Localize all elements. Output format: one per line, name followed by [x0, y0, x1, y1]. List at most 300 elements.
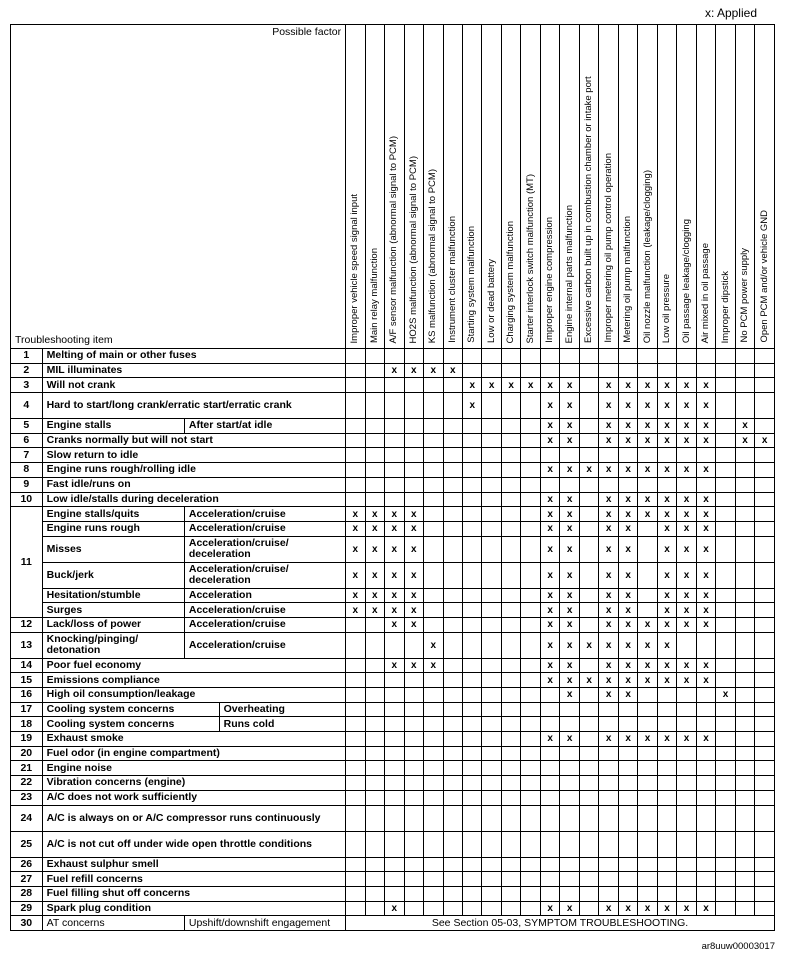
- applied-cell: [696, 688, 715, 703]
- applied-cell: [482, 433, 501, 448]
- row-item: High oil consumption/leakage: [42, 688, 345, 703]
- applied-cell: [385, 632, 404, 658]
- applied-cell: [755, 717, 775, 732]
- applied-cell: [716, 901, 735, 916]
- applied-cell: [579, 433, 598, 448]
- applied-cell: x: [560, 673, 579, 688]
- applied-cell: [443, 603, 462, 618]
- applied-cell: [599, 872, 618, 887]
- applied-cell: x: [540, 673, 559, 688]
- factor-header: [638, 25, 657, 349]
- applied-cell: [501, 632, 520, 658]
- table-row: [11, 419, 775, 434]
- applied-cell: [404, 790, 423, 805]
- applied-cell: [716, 463, 735, 478]
- applied-cell: [755, 448, 775, 463]
- row-condition: Overheating: [219, 702, 345, 717]
- applied-cell: x: [385, 521, 404, 536]
- applied-cell: [755, 732, 775, 747]
- applied-cell: x: [462, 393, 481, 419]
- row-number: 13: [11, 632, 43, 658]
- applied-cell: [677, 477, 696, 492]
- factor-header-label: Starter interlock switch malfunction (MT): [524, 173, 536, 343]
- applied-cell: x: [385, 901, 404, 916]
- applied-cell: [443, 448, 462, 463]
- applied-cell: x: [638, 378, 657, 393]
- applied-cell: [735, 632, 754, 658]
- applied-cell: [521, 536, 540, 562]
- applied-cell: [462, 349, 481, 364]
- applied-cell: x: [404, 588, 423, 603]
- row-item: Engine noise: [42, 761, 345, 776]
- applied-cell: [560, 349, 579, 364]
- applied-cell: [482, 872, 501, 887]
- applied-cell: [677, 790, 696, 805]
- applied-cell: [501, 603, 520, 618]
- row-number: 8: [11, 463, 43, 478]
- applied-cell: x: [599, 632, 618, 658]
- applied-cell: [346, 872, 365, 887]
- row-number: 2: [11, 363, 43, 378]
- applied-cell: x: [696, 433, 715, 448]
- row-number: 17: [11, 702, 43, 717]
- applied-cell: [677, 776, 696, 791]
- applied-cell: x: [638, 433, 657, 448]
- applied-cell: [365, 463, 384, 478]
- applied-cell: [735, 732, 754, 747]
- applied-cell: [716, 349, 735, 364]
- applied-cell: [716, 378, 735, 393]
- applied-cell: x: [657, 901, 676, 916]
- applied-cell: [424, 857, 443, 872]
- factor-header-label: Improper dipstick: [719, 270, 731, 343]
- applied-cell: [365, 419, 384, 434]
- applied-cell: [560, 805, 579, 831]
- applied-cell: x: [677, 658, 696, 673]
- table-row: [11, 857, 775, 872]
- applied-cell: [735, 776, 754, 791]
- applied-cell: [404, 393, 423, 419]
- applied-cell: [365, 492, 384, 507]
- row-item: Melting of main or other fuses: [42, 349, 345, 364]
- applied-cell: [501, 831, 520, 857]
- row-item: Cooling system concerns: [42, 702, 219, 717]
- applied-cell: x: [599, 507, 618, 522]
- applied-cell: [677, 448, 696, 463]
- applied-cell: [560, 886, 579, 901]
- applied-cell: [677, 363, 696, 378]
- applied-cell: [521, 746, 540, 761]
- factor-header: [599, 25, 618, 349]
- row-condition: Acceleration/cruise: [184, 521, 345, 536]
- applied-cell: [735, 477, 754, 492]
- applied-cell: [346, 433, 365, 448]
- row-condition: Acceleration/cruise/ deceleration: [184, 536, 345, 562]
- applied-cell: [424, 776, 443, 791]
- factor-header: [404, 25, 423, 349]
- applied-cell: [482, 717, 501, 732]
- applied-cell: [716, 776, 735, 791]
- row-item: Fuel odor (in engine compartment): [42, 746, 345, 761]
- applied-cell: [638, 702, 657, 717]
- applied-cell: [657, 349, 676, 364]
- applied-cell: x: [540, 521, 559, 536]
- applied-cell: [424, 562, 443, 588]
- applied-cell: [501, 492, 520, 507]
- applied-cell: [462, 673, 481, 688]
- factor-header-label: No PCM power supply: [739, 248, 750, 343]
- applied-cell: [462, 632, 481, 658]
- applied-cell: [696, 761, 715, 776]
- applied-cell: [755, 521, 775, 536]
- applied-cell: [657, 448, 676, 463]
- applied-cell: [599, 746, 618, 761]
- figure-id: ar8uuw00003017: [701, 941, 775, 952]
- table-row: [11, 831, 775, 857]
- applied-cell: [385, 492, 404, 507]
- applied-cell: [560, 746, 579, 761]
- factor-header-label: Improper vehicle speed signal input: [349, 193, 361, 343]
- table-row: [11, 886, 775, 901]
- applied-cell: x: [638, 419, 657, 434]
- applied-cell: [696, 831, 715, 857]
- applied-cell: x: [657, 617, 676, 632]
- applied-cell: [385, 463, 404, 478]
- applied-cell: [385, 393, 404, 419]
- applied-cell: [346, 776, 365, 791]
- applied-cell: [424, 378, 443, 393]
- row-number: 23: [11, 790, 43, 805]
- applied-cell: [735, 790, 754, 805]
- applied-cell: [521, 732, 540, 747]
- table-row: [11, 349, 775, 364]
- applied-cell: [346, 688, 365, 703]
- applied-cell: [404, 433, 423, 448]
- applied-cell: x: [657, 507, 676, 522]
- applied-cell: [677, 746, 696, 761]
- applied-cell: [540, 448, 559, 463]
- row-number: 22: [11, 776, 43, 791]
- applied-cell: x: [365, 521, 384, 536]
- applied-cell: [501, 536, 520, 562]
- applied-cell: [560, 872, 579, 887]
- factor-header-label: Open PCM and/or vehicle GND: [758, 210, 770, 343]
- applied-cell: [462, 507, 481, 522]
- applied-cell: [443, 901, 462, 916]
- applied-cell: [638, 717, 657, 732]
- applied-cell: [755, 492, 775, 507]
- applied-cell: [618, 831, 637, 857]
- row-number: 16: [11, 688, 43, 703]
- row-item: Exhaust smoke: [42, 732, 345, 747]
- applied-cell: [755, 632, 775, 658]
- applied-cell: [696, 776, 715, 791]
- factor-header-label: HO2S malfunction (abnormal signal to PCM): [407, 155, 419, 343]
- applied-cell: x: [618, 673, 637, 688]
- applied-cell: [638, 521, 657, 536]
- applied-cell: x: [638, 507, 657, 522]
- table-row: [11, 632, 775, 658]
- applied-cell: [385, 448, 404, 463]
- applied-cell: [657, 477, 676, 492]
- applied-cell: x: [657, 632, 676, 658]
- applied-cell: [560, 761, 579, 776]
- applied-cell: [462, 717, 481, 732]
- applied-cell: [755, 702, 775, 717]
- applied-cell: [618, 702, 637, 717]
- factor-header-label: Instrument cluster malfunction: [446, 216, 458, 343]
- applied-cell: [716, 717, 735, 732]
- applied-cell: [482, 857, 501, 872]
- applied-cell: [657, 831, 676, 857]
- applied-cell: [385, 857, 404, 872]
- applied-cell: [599, 349, 618, 364]
- applied-cell: [755, 378, 775, 393]
- applied-cell: x: [540, 393, 559, 419]
- applied-cell: [696, 632, 715, 658]
- applied-cell: [521, 448, 540, 463]
- applied-cell: x: [346, 562, 365, 588]
- applied-cell: [501, 776, 520, 791]
- applied-cell: x: [657, 536, 676, 562]
- applied-cell: x: [618, 536, 637, 562]
- applied-cell: [755, 349, 775, 364]
- row-condition: Runs cold: [219, 717, 345, 732]
- row-item: Misses: [42, 536, 184, 562]
- applied-cell: [677, 349, 696, 364]
- row-item: Cooling system concerns: [42, 717, 219, 732]
- applied-cell: [755, 463, 775, 478]
- applied-cell: x: [540, 562, 559, 588]
- applied-cell: x: [560, 492, 579, 507]
- applied-cell: [424, 805, 443, 831]
- applied-cell: x: [540, 536, 559, 562]
- applied-cell: [599, 805, 618, 831]
- applied-cell: [501, 393, 520, 419]
- applied-cell: x: [599, 492, 618, 507]
- applied-cell: [424, 477, 443, 492]
- applied-cell: [735, 363, 754, 378]
- applied-cell: [346, 363, 365, 378]
- applied-cell: [424, 688, 443, 703]
- applied-cell: x: [599, 378, 618, 393]
- applied-cell: [385, 477, 404, 492]
- applied-cell: [346, 886, 365, 901]
- applied-cell: [365, 790, 384, 805]
- applied-cell: [599, 448, 618, 463]
- applied-cell: [755, 857, 775, 872]
- applied-cell: x: [560, 901, 579, 916]
- applied-cell: [365, 717, 384, 732]
- applied-cell: [424, 419, 443, 434]
- applied-cell: x: [346, 588, 365, 603]
- factor-header: [346, 25, 365, 349]
- applied-cell: [696, 349, 715, 364]
- applied-cell: [638, 536, 657, 562]
- applied-cell: [540, 477, 559, 492]
- applied-cell: x: [599, 673, 618, 688]
- applied-cell: x: [560, 732, 579, 747]
- applied-cell: [540, 805, 559, 831]
- factor-header: [560, 25, 579, 349]
- applied-cell: [424, 603, 443, 618]
- applied-cell: x: [677, 588, 696, 603]
- applied-cell: x: [560, 688, 579, 703]
- factor-header-label: Air mixed in oil passage: [700, 242, 712, 343]
- applied-cell: [346, 349, 365, 364]
- applied-cell: [579, 363, 598, 378]
- applied-cell: x: [677, 617, 696, 632]
- applied-cell: [443, 831, 462, 857]
- factor-header: [365, 25, 384, 349]
- applied-cell: x: [540, 463, 559, 478]
- applied-cell: [618, 477, 637, 492]
- applied-cell: x: [540, 492, 559, 507]
- applied-cell: [501, 507, 520, 522]
- row-number: 14: [11, 658, 43, 673]
- applied-cell: [521, 805, 540, 831]
- applied-cell: [560, 363, 579, 378]
- table-row: [11, 732, 775, 747]
- applied-cell: [346, 393, 365, 419]
- applied-cell: x: [657, 588, 676, 603]
- applied-cell: [365, 448, 384, 463]
- applied-cell: [385, 673, 404, 688]
- applied-cell: x: [696, 393, 715, 419]
- applied-cell: [735, 746, 754, 761]
- applied-cell: [579, 507, 598, 522]
- applied-cell: [482, 805, 501, 831]
- applied-cell: [716, 492, 735, 507]
- factor-header-label: Low oil pressure: [661, 273, 673, 343]
- applied-cell: [404, 632, 423, 658]
- applied-cell: [443, 658, 462, 673]
- applied-cell: x: [657, 492, 676, 507]
- applied-cell: [346, 378, 365, 393]
- factor-header-label: Oil nozzle malfunction (leakage/clogging): [641, 169, 653, 343]
- applied-cell: [462, 536, 481, 562]
- applied-cell: [462, 688, 481, 703]
- applied-cell: [482, 507, 501, 522]
- applied-cell: [424, 717, 443, 732]
- applied-cell: [521, 790, 540, 805]
- applied-cell: [443, 419, 462, 434]
- table-row: [11, 463, 775, 478]
- applied-cell: [716, 536, 735, 562]
- table-row: [11, 688, 775, 703]
- applied-cell: x: [540, 378, 559, 393]
- applied-cell: [521, 886, 540, 901]
- applied-cell: [482, 349, 501, 364]
- applied-cell: [579, 603, 598, 618]
- applied-cell: [443, 463, 462, 478]
- applied-cell: [424, 448, 443, 463]
- applied-cell: x: [560, 419, 579, 434]
- applied-cell: [365, 776, 384, 791]
- applied-cell: [579, 477, 598, 492]
- applied-cell: [657, 717, 676, 732]
- row-number: 24: [11, 805, 43, 831]
- applied-cell: x: [540, 732, 559, 747]
- row-condition: Upshift/downshift engagement: [184, 916, 345, 931]
- row-item: Spark plug condition: [42, 901, 345, 916]
- applied-cell: [599, 477, 618, 492]
- applied-cell: x: [696, 901, 715, 916]
- applied-cell: [365, 872, 384, 887]
- applied-cell: [462, 732, 481, 747]
- applied-cell: [462, 746, 481, 761]
- factor-header-label: A/F sensor malfunction (abnormal signal to PCM): [388, 135, 400, 343]
- applied-cell: x: [696, 521, 715, 536]
- applied-cell: [404, 746, 423, 761]
- applied-cell: [618, 857, 637, 872]
- applied-cell: [404, 673, 423, 688]
- applied-cell: x: [385, 617, 404, 632]
- applied-cell: [404, 805, 423, 831]
- applied-cell: [735, 603, 754, 618]
- applied-cell: [424, 790, 443, 805]
- applied-cell: x: [677, 673, 696, 688]
- applied-cell: x: [618, 632, 637, 658]
- applied-cell: x: [385, 536, 404, 562]
- applied-cell: [755, 901, 775, 916]
- applied-cell: [579, 717, 598, 732]
- factor-header-label: Metering oil pump malfunction: [622, 216, 634, 343]
- applied-cell: x: [599, 732, 618, 747]
- applied-cell: [385, 688, 404, 703]
- applied-cell: [716, 702, 735, 717]
- applied-cell: [735, 886, 754, 901]
- applied-cell: [540, 746, 559, 761]
- applied-cell: [462, 603, 481, 618]
- table-row: [11, 916, 775, 931]
- applied-cell: x: [385, 658, 404, 673]
- applied-cell: [482, 393, 501, 419]
- applied-cell: [365, 702, 384, 717]
- applied-cell: x: [385, 562, 404, 588]
- applied-cell: [501, 717, 520, 732]
- applied-cell: [482, 831, 501, 857]
- applied-cell: [540, 886, 559, 901]
- applied-cell: x: [599, 521, 618, 536]
- applied-cell: x: [560, 507, 579, 522]
- applied-cell: [735, 588, 754, 603]
- applied-cell: x: [618, 419, 637, 434]
- row-number: 27: [11, 872, 43, 887]
- applied-cell: [404, 732, 423, 747]
- applied-cell: [618, 717, 637, 732]
- applied-cell: [716, 632, 735, 658]
- applied-cell: [755, 776, 775, 791]
- applied-cell: [482, 477, 501, 492]
- applied-cell: [443, 872, 462, 887]
- applied-cell: x: [482, 378, 501, 393]
- applied-cell: [482, 776, 501, 791]
- applied-cell: [716, 857, 735, 872]
- row-condition: Acceleration/cruise: [184, 617, 345, 632]
- applied-cell: [462, 702, 481, 717]
- applied-cell: [462, 901, 481, 916]
- applied-cell: x: [677, 433, 696, 448]
- applied-cell: x: [618, 378, 637, 393]
- applied-cell: x: [677, 419, 696, 434]
- applied-cell: [716, 732, 735, 747]
- applied-cell: [735, 349, 754, 364]
- row-number: 7: [11, 448, 43, 463]
- applied-cell: [424, 492, 443, 507]
- row-number: 21: [11, 761, 43, 776]
- applied-cell: [716, 603, 735, 618]
